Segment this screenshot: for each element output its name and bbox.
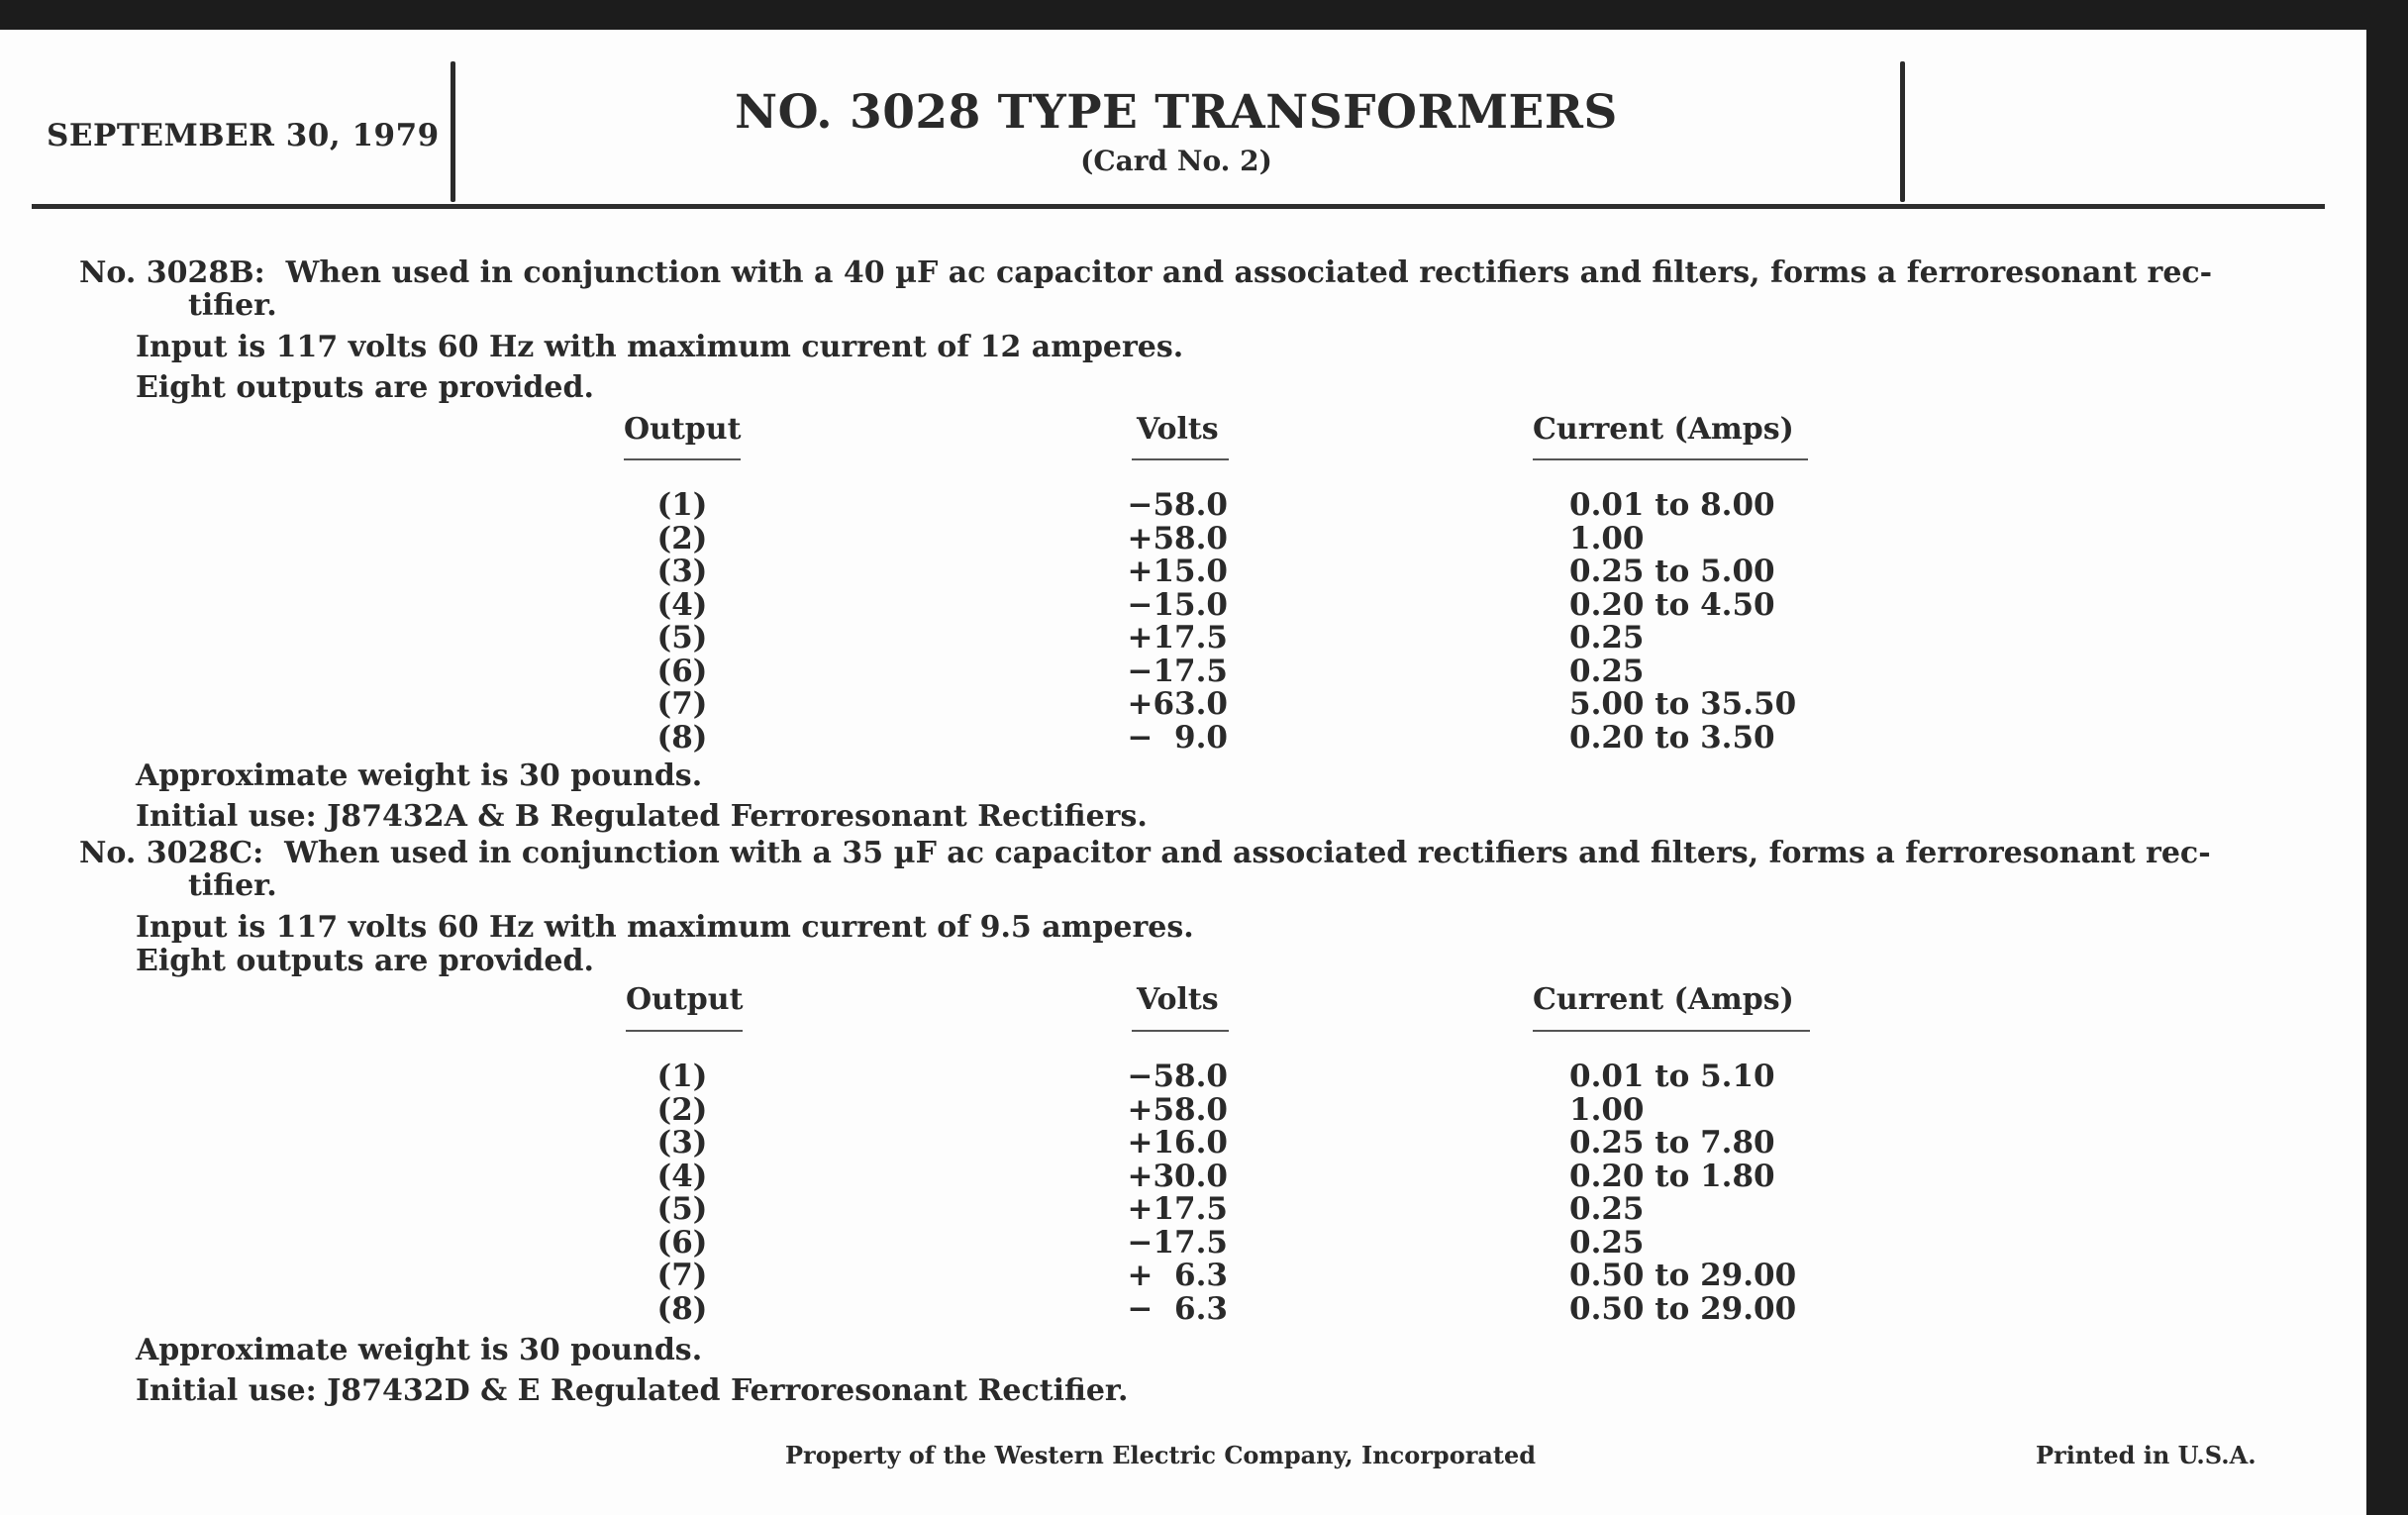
volts-cell: +30.0	[1127, 1158, 1228, 1194]
current-cell: 0.25	[1569, 620, 1645, 656]
output-cell: (8)	[656, 1290, 708, 1327]
output-cell: (2)	[656, 1091, 708, 1128]
weight-note: Approximate weight is 30 pounds.	[136, 1333, 703, 1367]
section-description	[79, 836, 2211, 870]
column-header-output: Output	[626, 982, 744, 1017]
volts-cell: +58.0	[1127, 1091, 1228, 1128]
header-divider-left	[451, 61, 455, 202]
current-cell: 0.20 to 1.80	[1569, 1158, 1775, 1194]
header-rule	[32, 204, 2325, 209]
volts-cell: +58.0	[1127, 520, 1228, 556]
card-number: (Card No. 2)	[1080, 145, 1272, 177]
current-cell: 5.00 to 35.50	[1569, 686, 1797, 722]
description-line1: When used in conjunction with a 40 µF ac capacitor and associated rectifiers and filters, forms a ferroresonant rec-	[285, 255, 2213, 290]
underline-current	[1533, 458, 1808, 460]
output-cell: (5)	[656, 620, 708, 656]
document-card	[0, 30, 2366, 1515]
output-cell: (5)	[656, 1191, 708, 1227]
underline-volts	[1132, 458, 1229, 460]
section-code: No. 3028C:	[79, 836, 264, 870]
footer-printed: Printed in U.S.A.	[2036, 1441, 2257, 1469]
volts-cell: −58.0	[1127, 487, 1228, 523]
description-line2: tifier.	[188, 288, 277, 323]
underline-output	[626, 1030, 743, 1032]
volts-cell: −17.5	[1127, 653, 1228, 689]
input-spec: Input is 117 volts 60 Hz with maximum current of 9.5 amperes.	[136, 910, 1194, 945]
volts-cell: − 9.0	[1127, 719, 1228, 756]
current-cell: 0.50 to 29.00	[1569, 1290, 1797, 1327]
column-header-volts: Volts	[1137, 412, 1219, 447]
underline-output	[624, 458, 741, 460]
current-cell: 1.00	[1569, 520, 1645, 556]
output-cell: (4)	[656, 586, 708, 623]
initial-use: Initial use: J87432A & B Regulated Ferroresonant Rectifiers.	[136, 799, 1148, 834]
page-title: NO. 3028 TYPE TRANSFORMERS	[735, 85, 1618, 140]
current-cell: 0.25	[1569, 1224, 1645, 1261]
output-cell: (6)	[656, 1224, 708, 1261]
output-cell: (1)	[656, 1059, 708, 1094]
volts-cell: − 6.3	[1127, 1290, 1228, 1327]
current-cell: 0.20 to 4.50	[1569, 586, 1775, 623]
output-cell: (3)	[656, 554, 708, 589]
outputs-note: Eight outputs are provided.	[136, 370, 594, 405]
section-description	[79, 255, 2212, 290]
underline-volts	[1132, 1030, 1229, 1032]
output-cell: (8)	[656, 719, 708, 756]
current-cell: 1.00	[1569, 1091, 1645, 1128]
footer-property: Property of the Western Electric Company, Incorporated	[785, 1441, 1537, 1469]
current-cell: 0.25 to 7.80	[1569, 1125, 1775, 1161]
volts-cell: + 6.3	[1127, 1258, 1228, 1293]
volts-cell: +17.5	[1127, 620, 1228, 656]
current-cell: 0.25 to 5.00	[1569, 554, 1775, 589]
current-cell: 0.20 to 3.50	[1569, 719, 1775, 756]
output-cell: (3)	[656, 1125, 708, 1161]
output-cell: (7)	[656, 1258, 708, 1293]
initial-use: Initial use: J87432D & E Regulated Ferroresonant Rectifier.	[136, 1373, 1129, 1408]
column-header-current: Current (Amps)	[1533, 982, 1794, 1017]
current-cell: 0.01 to 5.10	[1569, 1059, 1775, 1094]
volts-cell: +17.5	[1127, 1191, 1228, 1227]
output-cell: (6)	[656, 653, 708, 689]
header-divider-right	[1900, 61, 1905, 202]
current-cell: 0.50 to 29.00	[1569, 1258, 1797, 1293]
output-cell: (4)	[656, 1158, 708, 1194]
current-cell: 0.25	[1569, 653, 1645, 689]
current-cell: 0.01 to 8.00	[1569, 487, 1775, 523]
weight-note: Approximate weight is 30 pounds.	[136, 758, 703, 793]
column-header-current: Current (Amps)	[1533, 412, 1794, 447]
column-header-volts: Volts	[1137, 982, 1219, 1017]
input-spec: Input is 117 volts 60 Hz with maximum current of 12 amperes.	[136, 330, 1184, 364]
description-line1: When used in conjunction with a 35 µF ac capacitor and associated rectifiers and filters, forms a ferroresonant rec-	[284, 836, 2211, 870]
volts-cell: +15.0	[1127, 554, 1228, 589]
outputs-note: Eight outputs are provided.	[136, 944, 594, 978]
current-cell: 0.25	[1569, 1191, 1645, 1227]
output-cell: (1)	[656, 487, 708, 523]
column-header-output: Output	[624, 412, 742, 447]
underline-current	[1533, 1030, 1810, 1032]
output-cell: (2)	[656, 520, 708, 556]
card-date: SEPTEMBER 30, 1979	[47, 118, 440, 153]
section-code: No. 3028B:	[79, 255, 265, 290]
volts-cell: −15.0	[1127, 586, 1228, 623]
output-cell: (7)	[656, 686, 708, 722]
volts-cell: −17.5	[1127, 1224, 1228, 1261]
volts-cell: +16.0	[1127, 1125, 1228, 1161]
volts-cell: +63.0	[1127, 686, 1228, 722]
volts-cell: −58.0	[1127, 1059, 1228, 1094]
description-line2: tifier.	[188, 868, 277, 903]
